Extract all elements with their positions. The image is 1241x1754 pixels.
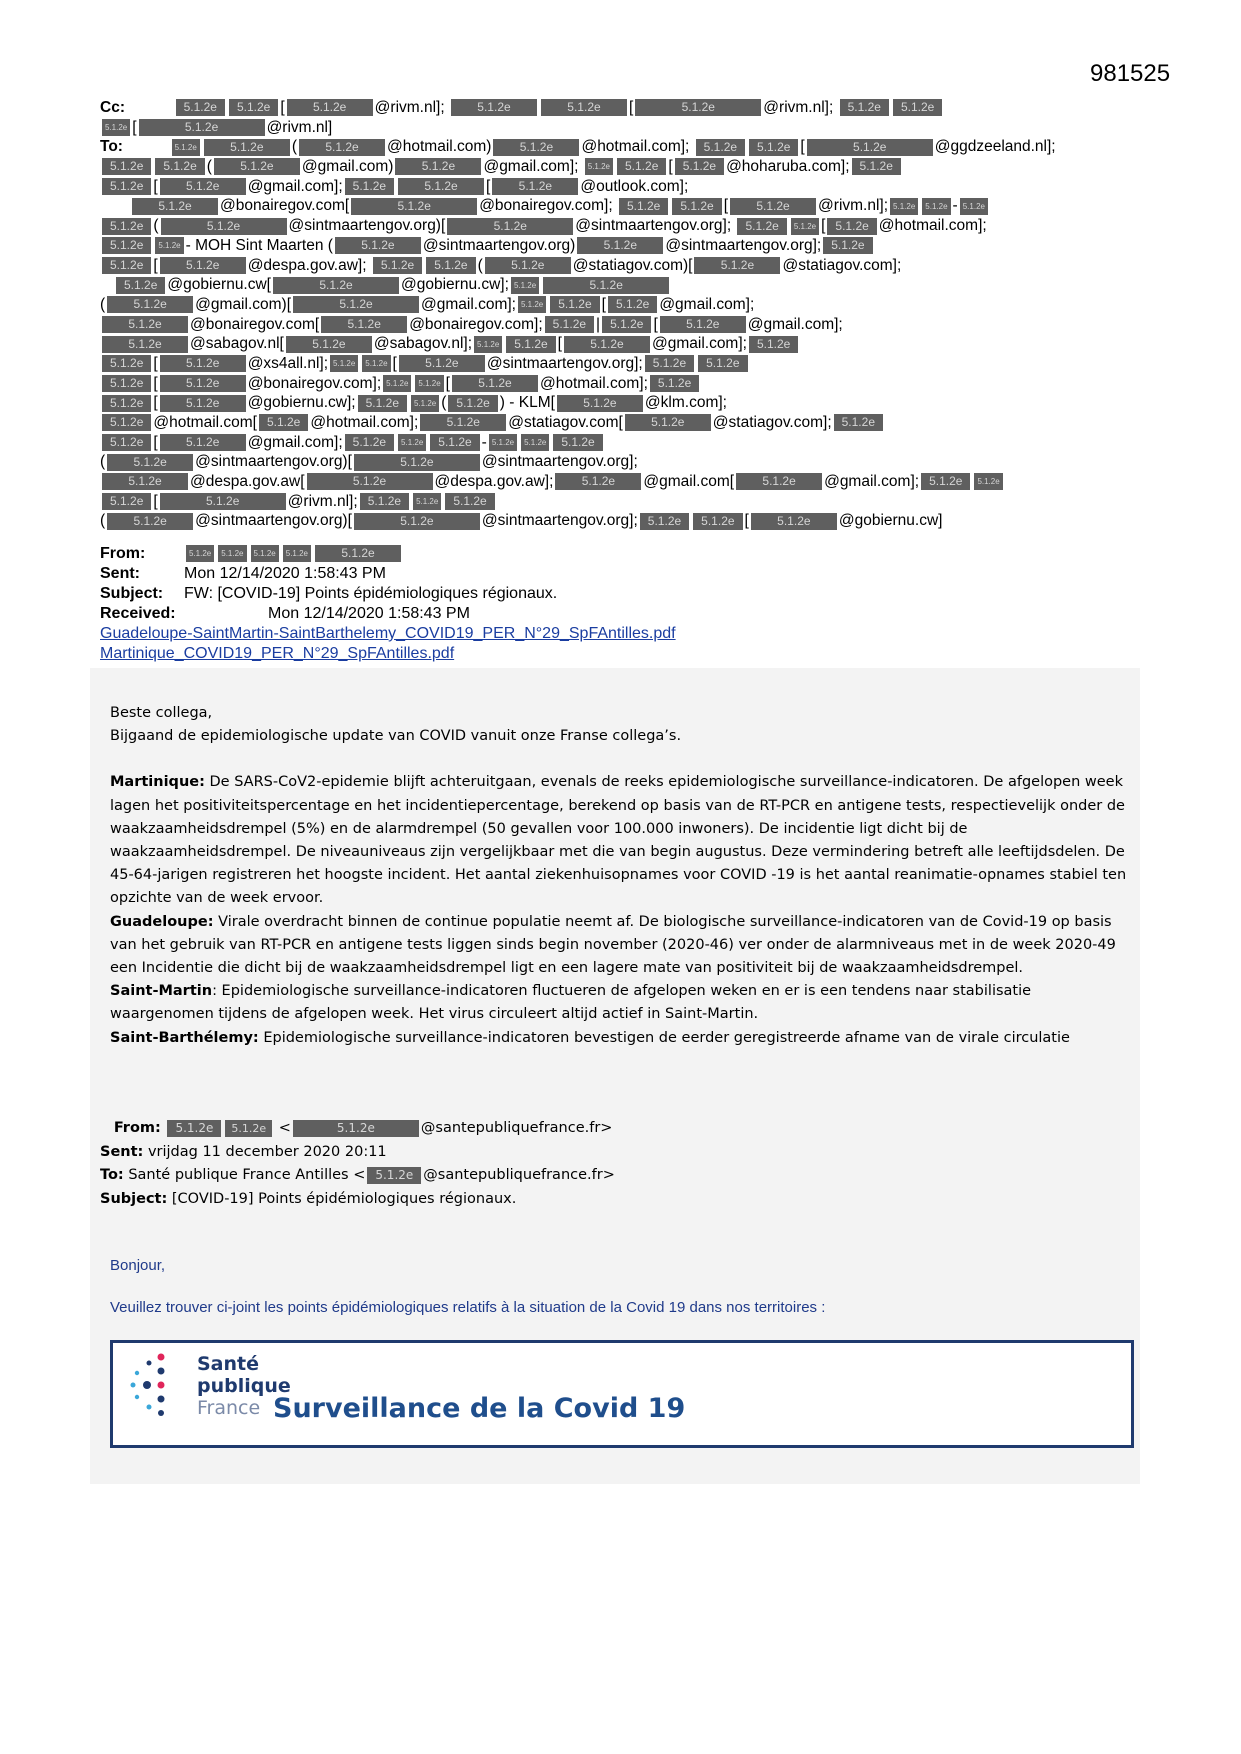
to-row: 5.1.2e [ 5.1.2e @rivm.nl]; 5.1.2e 5.1.2e 5.1.2e: [100, 492, 1160, 512]
redaction: 5.1.2e: [287, 99, 373, 116]
redaction: 5.1.2e: [852, 158, 901, 175]
redaction: 5.1.2e: [555, 473, 641, 490]
redaction: 5.1.2e: [415, 375, 443, 392]
redaction: 5.1.2e: [299, 139, 385, 156]
redaction: 5.1.2e: [493, 139, 579, 156]
email-domain: @sintmaartengov.org)[: [288, 217, 446, 235]
redaction: 5.1.2e: [116, 277, 165, 294]
redaction: 5.1.2e: [492, 178, 578, 195]
email-domain: @statiagov.com];: [712, 414, 832, 431]
redaction: 5.1.2e: [420, 414, 506, 431]
redaction: 5.1.2e: [694, 257, 780, 274]
redaction: 5.1.2e: [890, 198, 918, 215]
fwd-subject-row: [100, 1188, 615, 1212]
redaction: 5.1.2e: [160, 434, 246, 451]
email-domain: @xs4all.nl];: [247, 354, 329, 372]
redaction: 5.1.2e: [398, 434, 426, 451]
email-domain: @hotmail.com];: [310, 414, 419, 431]
redaction: 5.1.2e: [161, 218, 287, 235]
to-row: To: 5.1.2e 5.1.2e ( 5.1.2e @hotmail.com) 5.1.2e @hotmail.com]; 5.1.2e 5.1.2e [ 5.1.2e @ggdzeeland.nl];: [100, 138, 1056, 156]
redaction: 5.1.2e: [102, 158, 151, 175]
email-domain: @sabagov.nl[: [190, 335, 284, 353]
email-domain: @despa.gov.aw];: [434, 473, 554, 491]
redaction: 5.1.2e: [259, 414, 308, 431]
redaction: 5.1.2e: [307, 473, 433, 490]
redaction: 5.1.2e: [358, 395, 407, 412]
fwd-to-row: [100, 1164, 615, 1188]
email-domain: @bonairegov.com];: [409, 315, 543, 333]
redaction: 5.1.2e: [229, 99, 278, 116]
redaction: 5.1.2e: [426, 257, 475, 274]
french-greeting: Bonjour,: [110, 1257, 166, 1274]
redaction: 5.1.2e: [335, 237, 421, 254]
french-text: Veuillez trouver ci-joint les points épidémiologiques relatifs à la situation de la Covid 19 dans nos territoires :: [110, 1299, 826, 1316]
redaction: 5.1.2e: [893, 99, 942, 116]
redaction: 5.1.2e: [102, 355, 151, 372]
redaction: 5.1.2e: [102, 237, 151, 254]
sent-value: Mon 12/14/2020 1:58:43 PM: [184, 565, 386, 582]
french-message: [110, 1256, 825, 1340]
logo-line: publique: [197, 1375, 291, 1397]
email-domain: @gmail.com];: [247, 177, 343, 195]
fwd-to-domain: @santepubliquefrance.fr>: [423, 1167, 615, 1184]
email-domain: @gmail.com];: [824, 473, 920, 491]
redaction: 5.1.2e: [293, 296, 419, 313]
redaction: 5.1.2e: [640, 513, 689, 530]
received-row: [100, 604, 676, 624]
to-row: [100, 236, 1160, 256]
redaction: 5.1.2e: [696, 139, 745, 156]
fwd-from-label: From:: [113, 1120, 161, 1136]
redaction: 5.1.2e: [107, 454, 193, 471]
redaction: 5.1.2e: [557, 395, 643, 412]
redaction: 5.1.2e: [225, 1120, 272, 1137]
redaction: 5.1.2e: [160, 178, 246, 195]
fwd-sent-value: vrijdag 11 december 2020 20:11: [143, 1143, 387, 1160]
email-domain: @statiagov.com[: [508, 414, 623, 431]
paragraph-text: De SARS-CoV2-epidemie blijft achteruitgaan, evenals de reeks epidemiologische surveillance-indicatoren. De afgelopen week lagen het positiviteitspercentage en het incidentiepercentage, berekend op basis van de RT-PCR en antigene tests, respectievelijk onder de waakzaamheidsdrempel (5%) en de alarmdrempel (50 gevallen voor 100.000 inwoners). De incidentie ligt dicht bij de waakzaamheidsdrempel. De niveauniveaus zijn vergelijkbaar met die van begin augustus. Deze vermindering betreft alle leeftijdsdelen. De 45-64-jarigen registreren het hoogste incident. Het aantal ziekenhuisopnames voor COVID -19 is het aantal reanimatie-opnames stabiel ten opzichte van de week ervoor.: [110, 774, 1127, 907]
from-label: From:: [100, 545, 146, 562]
attachment-link-martinique[interactable]: Martinique_COVID19_PER_N°29_SpFAntilles.pdf: [100, 645, 455, 662]
redaction: 5.1.2e: [132, 198, 218, 215]
redaction: 5.1.2e: [840, 99, 889, 116]
redaction: 5.1.2e: [541, 99, 627, 116]
received-value: Mon 12/14/2020 1:58:43 PM: [268, 605, 470, 622]
redaction: 5.1.2e: [107, 513, 193, 530]
redaction: 5.1.2e: [452, 375, 538, 392]
email-domain: @bonairegov.com];: [247, 374, 382, 392]
fwd-subject-value: [COVID-19] Points épidémiologiques régionaux.: [167, 1190, 517, 1207]
email-domain: @hoharuba.com];: [726, 158, 850, 176]
email-domain: @sintmaartengov.org)[: [195, 512, 352, 530]
intro: Bijgaand de epidemiologische update van COVID vanuit onze Franse collega’s.: [110, 728, 682, 745]
email-domain: @hotmail.com];: [878, 217, 987, 235]
redaction: 5.1.2e: [827, 218, 876, 235]
redaction: 5.1.2e: [660, 316, 746, 333]
redaction: 5.1.2e: [485, 257, 571, 274]
redaction: 5.1.2e: [351, 198, 477, 215]
redaction: 5.1.2e: [489, 434, 517, 451]
to-row: 5.1.2e 5.1.2e ( 5.1.2e @gmail.com) 5.1.2e @gmail.com]; 5.1.2e 5.1.2e [ 5.1.2e @hoharuba.com]; 5.1.2e: [100, 157, 1160, 177]
subject-row: [100, 584, 676, 604]
redaction: 5.1.2e: [413, 493, 441, 510]
redaction: 5.1.2e: [543, 277, 669, 294]
redaction: 5.1.2e: [360, 493, 409, 510]
email-domain: @rivm.nl];: [763, 99, 834, 116]
email-domain: @sintmaartengov.org)[: [195, 453, 352, 471]
attachment-link-guadeloupe[interactable]: Guadeloupe-SaintMartin-SaintBarthelemy_COVID19_PER_N°29_SpFAntilles.pdf: [100, 625, 676, 642]
to-row: 5.1.2e [ 5.1.2e @xs4all.nl]; 5.1.2e 5.1.2e [ 5.1.2e @sintmaartengov.org]; 5.1.2e 5.1.2e: [100, 354, 1160, 374]
redaction: 5.1.2e: [315, 545, 401, 562]
redaction: 5.1.2e: [102, 336, 188, 353]
logo-line: Santé: [197, 1353, 260, 1375]
message-body: [110, 702, 1130, 1050]
redaction: 5.1.2e: [749, 139, 798, 156]
redaction: 5.1.2e: [834, 414, 883, 431]
redaction: 5.1.2e: [321, 316, 407, 333]
to-row: 5.1.2e @bonairegov.com[ 5.1.2e @bonairegov.com]; 5.1.2e | 5.1.2e [ 5.1.2e @gmail.com];: [100, 315, 1160, 335]
redaction: 5.1.2e: [550, 296, 599, 313]
subject-label: Subject:: [100, 585, 164, 602]
paragraph-guadeloupe: [110, 911, 1130, 981]
logo-line: France: [197, 1397, 261, 1419]
email-domain: @hotmail.com];: [581, 138, 690, 156]
cc-row: 5.1.2e [ 5.1.2e @rivm.nl]: [100, 118, 1160, 138]
email-domain: @despa.gov.aw[: [190, 473, 305, 491]
email-domain: @gmail.com): [195, 295, 287, 313]
sent-row: [100, 564, 676, 584]
redaction: 5.1.2e: [176, 99, 225, 116]
redaction: 5.1.2e: [399, 355, 485, 372]
to-row: 5.1.2e @sabagov.nl[ 5.1.2e @sabagov.nl]; 5.1.2e 5.1.2e [ 5.1.2e @gmail.com]; 5.1.2e: [100, 334, 1160, 354]
region-label: Guadeloupe:: [110, 913, 214, 930]
banner-title: Surveillance de la Covid 19: [273, 1393, 686, 1424]
cc-label: Cc:: [100, 99, 125, 116]
redaction: 5.1.2e: [430, 434, 479, 451]
received-label: Received:: [100, 605, 176, 622]
email-domain: @gobiernu.cw]: [838, 512, 943, 530]
redaction: 5.1.2e: [511, 277, 539, 294]
email-domain: @gobiernu.cw];: [401, 276, 509, 294]
redaction: 5.1.2e: [922, 198, 950, 215]
redaction: 5.1.2e: [345, 178, 394, 195]
email-domain: @hotmail.com];: [539, 374, 648, 392]
redaction: 5.1.2e: [675, 158, 724, 175]
document-id: 981525: [1090, 60, 1171, 87]
to-row: 5.1.2e [ 5.1.2e @gobiernu.cw]; 5.1.2e 5.1.2e ( 5.1.2e ) - KLM[ 5.1.2e @klm.com];: [100, 393, 1160, 413]
region-label: Saint-Martin: [110, 983, 213, 1000]
email-domain: @sabagov.nl];: [373, 335, 473, 353]
fwd-sent-label: Sent:: [100, 1143, 144, 1160]
redaction: 5.1.2e: [650, 375, 699, 392]
redaction: 5.1.2e: [214, 158, 300, 175]
redaction: 5.1.2e: [367, 1167, 421, 1184]
redaction: 5.1.2e: [167, 1120, 221, 1137]
redaction: 5.1.2e: [102, 414, 151, 431]
redaction: 5.1.2e: [619, 198, 668, 215]
fwd-from-domain: @santepubliquefrance.fr>: [420, 1120, 613, 1136]
redaction: 5.1.2e: [102, 119, 130, 136]
paragraph-saint-martin: [110, 980, 1130, 1026]
klm-label: ) - KLM[: [499, 394, 555, 412]
to-row: 5.1.2e [ 5.1.2e @bonairegov.com]; 5.1.2e 5.1.2e [ 5.1.2e @hotmail.com]; 5.1.2e: [100, 374, 1160, 394]
to-row: ( 5.1.2e @gmail.com)[ 5.1.2e @gmail.com]; 5.1.2e 5.1.2e [ 5.1.2e @gmail.com];: [100, 295, 755, 313]
email-domain: @bonairegov.com[: [220, 197, 350, 215]
redaction: 5.1.2e: [373, 257, 422, 274]
redaction: 5.1.2e: [139, 119, 265, 136]
message-meta: [100, 544, 676, 664]
sante-publique-logo: [125, 1349, 291, 1441]
email-domain: @statiagov.com): [572, 256, 689, 274]
fwd-to-value: Santé publique France Antilles <: [123, 1167, 366, 1184]
email-domain: @gobiernu.cw];: [247, 394, 356, 412]
redaction: 5.1.2e: [823, 237, 872, 254]
redaction: 5.1.2e: [160, 375, 246, 392]
redaction: 5.1.2e: [102, 493, 151, 510]
fwd-to-label: To:: [100, 1167, 124, 1184]
redaction: 5.1.2e: [102, 395, 151, 412]
redaction: 5.1.2e: [102, 316, 188, 333]
redaction: 5.1.2e: [273, 277, 399, 294]
paragraph-saint-barthelemy: [110, 1027, 1130, 1050]
redaction: 5.1.2e: [625, 414, 711, 431]
redaction: 5.1.2e: [330, 355, 358, 372]
redaction: 5.1.2e: [518, 296, 546, 313]
email-domain: @rivm.nl];: [818, 197, 889, 215]
surveillance-banner: [110, 1340, 1134, 1448]
redaction: 5.1.2e: [564, 336, 650, 353]
to-row: 5.1.2e [ 5.1.2e @despa.gov.aw]; 5.1.2e 5.1.2e ( 5.1.2e @statiagov.com)[ 5.1.2e @statiagov.com];: [100, 256, 1160, 276]
recipient-header: [100, 98, 1160, 531]
redaction: 5.1.2e: [398, 178, 484, 195]
subject-value: FW: [COVID-19] Points épidémiologiques régionaux.: [184, 585, 558, 602]
redaction: 5.1.2e: [362, 355, 390, 372]
redaction: 5.1.2e: [107, 296, 193, 313]
to-row: [100, 472, 1160, 492]
redaction: 5.1.2e: [608, 296, 657, 313]
redaction: 5.1.2e: [451, 99, 537, 116]
redaction: 5.1.2e: [204, 139, 290, 156]
greeting: Beste collega,: [110, 705, 213, 721]
from-row: [100, 544, 676, 564]
redaction: 5.1.2e: [286, 336, 372, 353]
region-label: Saint-Barthélemy:: [110, 1029, 259, 1046]
redaction: 5.1.2e: [693, 513, 742, 530]
email-domain: @sintmaartengov.org];: [665, 236, 822, 254]
redaction: 5.1.2e: [160, 493, 286, 510]
redaction: 5.1.2e: [545, 316, 594, 333]
redaction: 5.1.2e: [672, 198, 721, 215]
redaction: 5.1.2e: [283, 545, 311, 562]
redaction: 5.1.2e: [791, 218, 819, 235]
region-label: Martinique:: [110, 774, 205, 791]
cc-row: Cc: 5.1.2e 5.1.2e [ 5.1.2e @rivm.nl]; 5.1.2e 5.1.2e [ 5.1.2e @rivm.nl]; 5.1.2e 5.1.2e: [100, 98, 1160, 118]
email-domain: @klm.com];: [644, 394, 727, 412]
redaction: 5.1.2e: [395, 158, 481, 175]
redaction: 5.1.2e: [411, 395, 439, 412]
redaction: 5.1.2e: [383, 375, 411, 392]
to-row: [100, 275, 1160, 295]
email-domain: @gmail.com];: [483, 158, 579, 176]
to-row: [100, 413, 1160, 433]
redaction: 5.1.2e: [155, 237, 183, 254]
paragraph-text: : Epidemiologische surveillance-indicatoren fluctueren de afgelopen weken en er is een tendens naar stabilisatie waargenomen tijdens de afgelopen week. Het virus circuleert altijd actief in Saint-Martin.: [110, 983, 1032, 1023]
email-domain: @outlook.com];: [580, 177, 689, 195]
redaction: 5.1.2e: [354, 454, 480, 471]
to-row: ( 5.1.2e @sintmaartengov.org)[ 5.1.2e @sintmaartengov.org];: [100, 453, 638, 471]
email-domain: @statiagov.com];: [782, 256, 902, 274]
email-domain: @sintmaartengov.org];: [575, 217, 732, 235]
redaction: 5.1.2e: [155, 158, 204, 175]
email-domain: @sintmaartengov.org];: [481, 512, 638, 530]
email-domain: @hotmail.com): [387, 138, 492, 156]
email-domain: @gmail.com];: [421, 295, 516, 313]
redaction: 5.1.2e: [160, 355, 246, 372]
redaction: 5.1.2e: [577, 237, 663, 254]
to-row: 5.1.2e ( 5.1.2e @sintmaartengov.org)[ 5.1.2e @sintmaartengov.org]; 5.1.2e 5.1.2e [ 5.1.2e @hotmail.com];: [100, 216, 1160, 236]
email-domain: @gmail.com];: [747, 315, 843, 333]
email-domain: @bonairegov.com];: [479, 197, 613, 215]
redaction: 5.1.2e: [749, 336, 798, 353]
forwarded-header: [100, 1117, 615, 1211]
redaction: 5.1.2e: [645, 355, 694, 372]
redaction: 5.1.2e: [506, 336, 555, 353]
redaction: 5.1.2e: [617, 158, 666, 175]
email-domain: @gmail.com];: [659, 295, 755, 313]
redaction: 5.1.2e: [354, 513, 480, 530]
redaction: 5.1.2e: [736, 473, 822, 490]
fwd-subject-label: Subject:: [100, 1190, 168, 1207]
redaction: 5.1.2e: [553, 434, 602, 451]
email-domain: @rivm.nl]: [266, 118, 333, 136]
redaction: 5.1.2e: [293, 1120, 419, 1137]
redaction: 5.1.2e: [602, 316, 651, 333]
redaction: 5.1.2e: [102, 473, 188, 490]
redaction: 5.1.2e: [585, 158, 613, 175]
to-row: ( 5.1.2e @sintmaartengov.org)[ 5.1.2e @sintmaartengov.org]; 5.1.2e 5.1.2e [ 5.1.2e @gobiernu.cw]: [100, 512, 943, 530]
to-row: 5.1.2e @bonairegov.com[ 5.1.2e @bonairegov.com]; 5.1.2e 5.1.2e [ 5.1.2e @rivm.nl]; 5.1.2e 5.1.2e - 5.1.2e: [100, 196, 1160, 216]
redaction: 5.1.2e: [186, 545, 214, 562]
redaction: 5.1.2e: [102, 257, 151, 274]
redaction: 5.1.2e: [698, 355, 747, 372]
paragraph-text: Virale overdracht binnen de continue populatie neemt af. De biologische surveillance-indicatoren van de Covid-19 op basis van het gebruik van RT-PCR en antigene tests liggen sinds begin november (2020-46) ver onder de alarmniveaus met in de week 2020-49 een Incidentie die dicht bij de waakzaamheidsdrempel ligt en een lagere mate van positiviteit bij de waakzaamheidsdrempel.: [110, 913, 1116, 977]
email-domain: @ggdzeeland.nl];: [934, 138, 1056, 156]
redaction: 5.1.2e: [345, 434, 394, 451]
redaction: 5.1.2e: [807, 139, 933, 156]
email-domain: @hotmail.com[: [153, 414, 257, 431]
paragraph-text: Epidemiologische surveillance-indicatoren bevestigen de eerder geregistreerde afname van de virale circulatie: [258, 1029, 1070, 1046]
redaction: 5.1.2e: [730, 198, 816, 215]
redaction: 5.1.2e: [160, 257, 246, 274]
redaction: 5.1.2e: [960, 198, 988, 215]
redaction: 5.1.2e: [102, 375, 151, 392]
redaction: 5.1.2e: [102, 434, 151, 451]
email-domain: @gmail.com[: [643, 473, 735, 491]
email-domain: @gmail.com];: [247, 433, 343, 451]
redaction: 5.1.2e: [102, 178, 151, 195]
paragraph-martinique: [110, 771, 1130, 910]
redaction: 5.1.2e: [521, 434, 549, 451]
redaction: 5.1.2e: [251, 545, 279, 562]
redaction: 5.1.2e: [737, 218, 786, 235]
email-domain: @rivm.nl];: [287, 492, 358, 510]
moh-label: - MOH Sint Maarten (: [185, 236, 333, 254]
email-domain: @sintmaartengov.org];: [481, 453, 638, 471]
fwd-sent-row: [100, 1141, 615, 1165]
redaction: 5.1.2e: [447, 218, 573, 235]
redaction: 5.1.2e: [921, 473, 970, 490]
to-label: To:: [100, 138, 123, 156]
email-domain: @gmail.com];: [651, 335, 747, 353]
redaction: 5.1.2e: [218, 545, 246, 562]
redaction: 5.1.2e: [172, 139, 200, 156]
redaction: 5.1.2e: [751, 513, 837, 530]
email-domain: @bonairegov.com[: [190, 315, 320, 333]
redaction: 5.1.2e: [635, 99, 761, 116]
redaction: 5.1.2e: [448, 395, 497, 412]
redaction: 5.1.2e: [474, 336, 502, 353]
email-domain: @sintmaartengov.org];: [486, 354, 643, 372]
fwd-from-row: From: 5.1.2e 5.1.2e < 5.1.2e @santepubliquefrance.fr>: [113, 1120, 613, 1136]
email-domain: @gobiernu.cw[: [167, 276, 271, 294]
logo-dots-icon: [125, 1349, 185, 1429]
email-domain: @sintmaartengov.org): [422, 236, 576, 254]
redaction: 5.1.2e: [102, 218, 151, 235]
to-row: 5.1.2e [ 5.1.2e @gmail.com]; 5.1.2e 5.1.2e [ 5.1.2e @outlook.com];: [100, 177, 1160, 197]
redaction: 5.1.2e: [974, 473, 1002, 490]
to-row: 5.1.2e [ 5.1.2e @gmail.com]; 5.1.2e 5.1.2e 5.1.2e - 5.1.2e 5.1.2e 5.1.2e: [100, 433, 1160, 453]
redaction: 5.1.2e: [160, 395, 246, 412]
email-domain: @rivm.nl];: [374, 99, 445, 116]
redaction: 5.1.2e: [445, 493, 494, 510]
sent-label: Sent:: [100, 565, 140, 582]
email-domain: @gmail.com): [301, 158, 394, 176]
email-domain: @despa.gov.aw];: [247, 256, 367, 274]
